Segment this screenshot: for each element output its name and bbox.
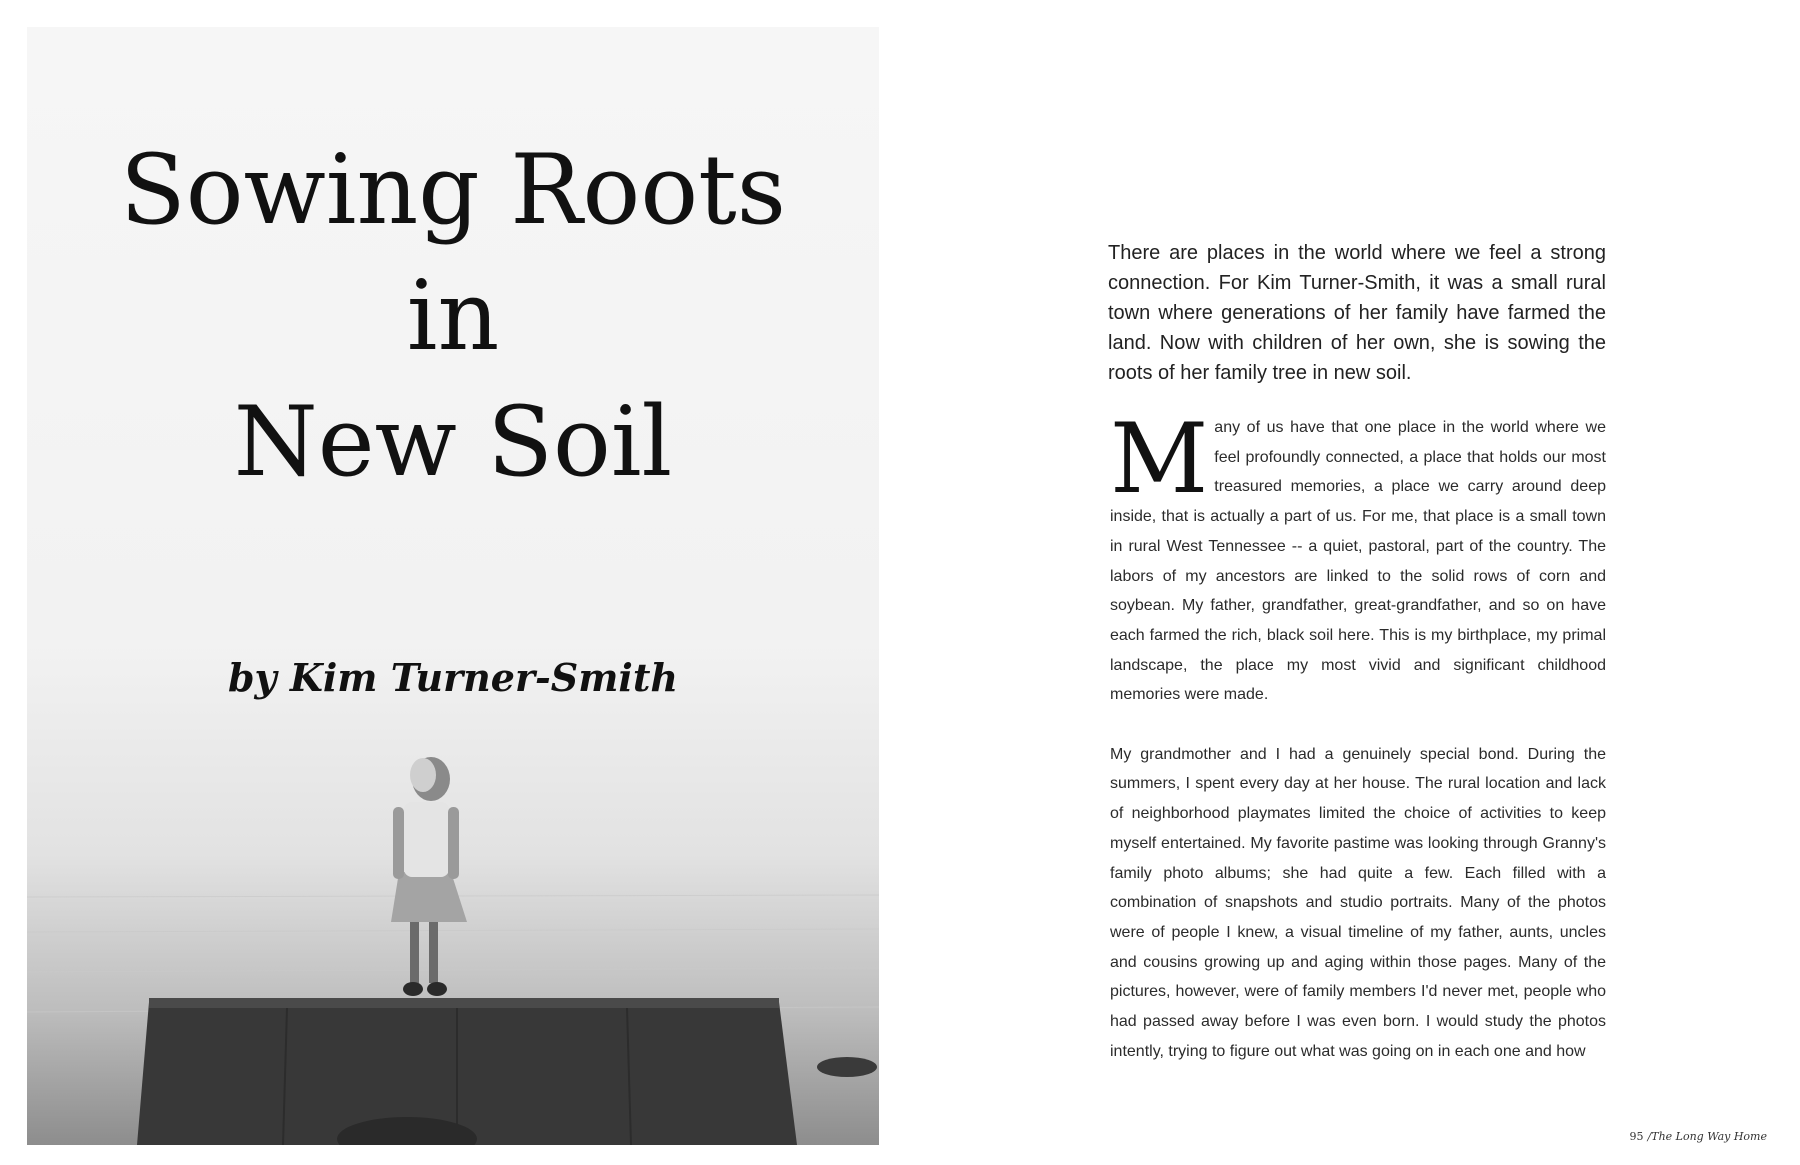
author-byline: by Kim Turner-Smith bbox=[227, 655, 679, 700]
body-paragraph-1 bbox=[1110, 403, 1606, 710]
concrete-wall bbox=[137, 1002, 797, 1145]
publication-name: /The Long Way Home bbox=[1647, 1130, 1767, 1143]
page-footer bbox=[1630, 1130, 1767, 1143]
article-body bbox=[1110, 403, 1606, 1096]
title-line-1: Sowing Roots bbox=[120, 134, 786, 246]
cover-photo bbox=[27, 27, 879, 1145]
article-title bbox=[27, 127, 879, 505]
drop-cap: M bbox=[1110, 403, 1209, 515]
girl-figure bbox=[391, 757, 467, 996]
title-line-2: in bbox=[406, 260, 500, 372]
paragraph-1-text: any of us have that one place in the world where we feel profoundly connected, a place that holds our most treasured memories, a place we carry around deep inside, that is actually a part of us. For me, that place is a small town in rural West Tennessee -- a quiet, pastoral, part of the country. The labors of my ancestors are linked to the solid rows of corn and soybean. My father, grandfather, great-grandfather, and so on have each farmed the rich, black soil here. This is my birthplace, my primal landscape, the place my most vivid and significant childhood memories were made. bbox=[1110, 419, 1606, 704]
intro-paragraph: There are places in the world where we feel a strong connection. For Kim Turner-Smith, it was a small rural town where generations of her family have farmed the land. Now with children of her own, she is sowing the roots of her family tree in new soil. bbox=[1108, 242, 1606, 384]
body-paragraph-2: My grandmother and I had a genuinely special bond. During the summers, I spent every day at her house. The rural location and lack of neighborhood playmates limited the choice of activities to keep myself entertained. My favorite pastime was looking through Granny's family photo albums; she had quite a few. Each filled with a combination of snapshots and studio portraits. Many of the photos were of people I knew, a visual timeline of my father, aunts, uncles and cousins growing up and aging within those pages. Many of the pictures, however, were of family members I'd never met, people who had passed away before I was even born. I would study the photos intently, trying to figure out what was going on in each one and how bbox=[1110, 745, 1606, 1060]
page-number: 95 bbox=[1629, 1130, 1644, 1143]
title-line-3: New Soil bbox=[233, 386, 673, 498]
